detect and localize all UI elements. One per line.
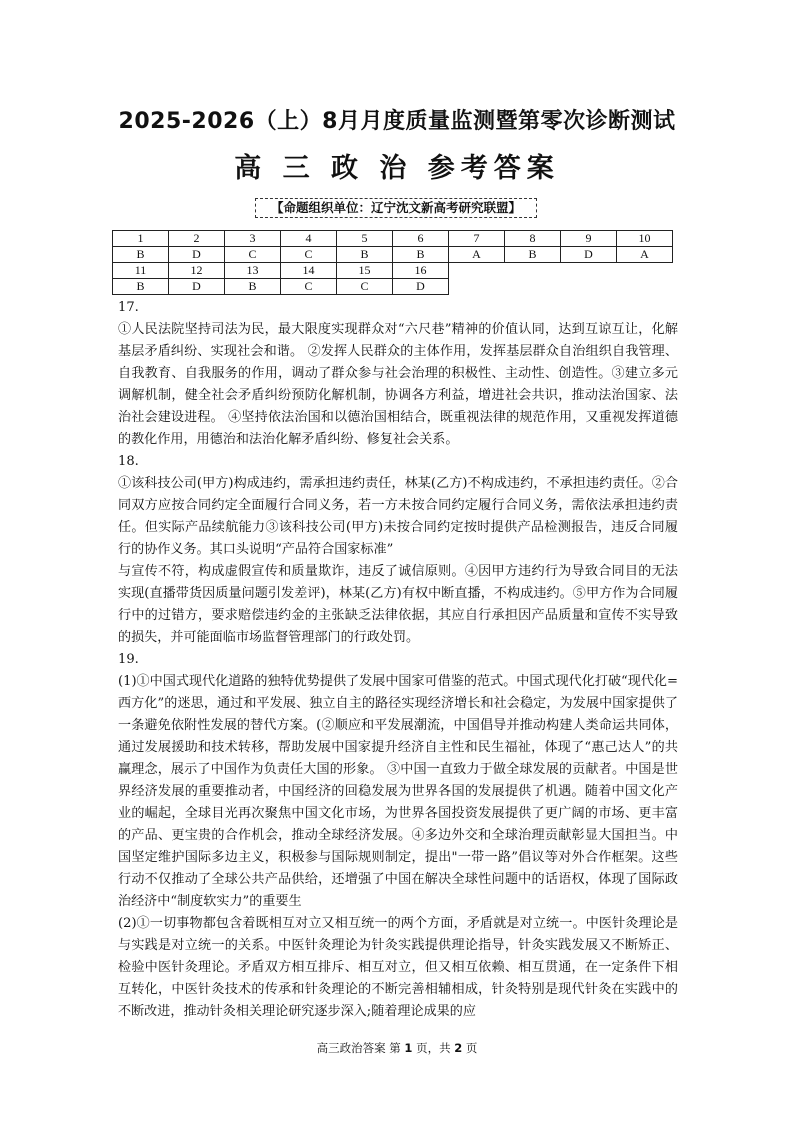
page-title: 高 三 政 治 参考答案 xyxy=(234,153,560,184)
answer-cell: B xyxy=(113,279,169,295)
answer-cell: A xyxy=(449,247,505,263)
answer-content xyxy=(118,297,678,1023)
question-number: 6 xyxy=(393,231,449,247)
footer-prefix: 高三政治答案 第 xyxy=(316,1041,405,1055)
answer-cell: B xyxy=(113,247,169,263)
table-row xyxy=(113,263,673,279)
question-number: 10 xyxy=(617,231,673,247)
answer-cell: B xyxy=(393,247,449,263)
empty-cell xyxy=(561,263,617,279)
exam-title: 2025-2026（上）8月月度质量监测暨第零次诊断测试 xyxy=(118,109,676,134)
answer-cell: C xyxy=(225,247,281,263)
question-number: 12 xyxy=(169,263,225,279)
q18-answer-part-b: 与宣传不符，构成虚假宣传和质量欺诈，违反了诚信原则。④因甲方违约行为导致合同目的无法实现(直播带货因质量问题引发差评)，林某(乙方)有权中断直播，不构成违约。⑤甲方作为合同履行中的过错方，要求赔偿违约金的主张缺乏法律依据，其应自行承担因产品质量和宣传不实导致的损失，并可能面临市场监督管理部门的行政处罚。 xyxy=(118,564,678,645)
empty-cell xyxy=(617,279,673,295)
question-number: 11 xyxy=(113,263,169,279)
q17-answer: ①人民法院坚持司法为民，最大限度实现群众对“六尺巷”精神的价值认同，达到互谅互让，化解基层矛盾纠纷、实现社会和谐。 ②发挥人民群众的主体作用，发挥基层群众自治组织自我管理、自我教育、自我服务的作用，调动了群众参与社会治理的积极性、主动性、创造性。③建立多元调解机制，健全社会矛盾纠纷预防化解机制，协调各方利益，增进社会共识，推动法治国家、法治社会建设进程。 ④坚持依法治国和以德治国相结合，既重视法律的规范作用，又重视发挥道德的教化作用，用德治和法治化解矛盾纠纷、修复社会关系。 xyxy=(118,322,678,447)
empty-cell xyxy=(561,279,617,295)
q18-number: 18. xyxy=(118,454,139,469)
question-number: 2 xyxy=(169,231,225,247)
empty-cell xyxy=(617,263,673,279)
empty-cell xyxy=(505,279,561,295)
question-number: 8 xyxy=(505,231,561,247)
answer-cell: B xyxy=(505,247,561,263)
question-number: 15 xyxy=(337,263,393,279)
answer-cell: C xyxy=(281,247,337,263)
answer-cell: D xyxy=(169,279,225,295)
page-footer xyxy=(0,1040,794,1056)
answer-cell: A xyxy=(617,247,673,263)
question-number: 3 xyxy=(225,231,281,247)
answer-cell: B xyxy=(225,279,281,295)
answer-table xyxy=(112,230,673,295)
footer-page-total: 2 xyxy=(454,1041,463,1055)
empty-cell xyxy=(449,263,505,279)
empty-cell xyxy=(449,279,505,295)
answer-cell: D xyxy=(169,247,225,263)
question-number: 4 xyxy=(281,231,337,247)
question-number: 14 xyxy=(281,263,337,279)
answer-cell: D xyxy=(561,247,617,263)
question-number: 1 xyxy=(113,231,169,247)
question-number: 7 xyxy=(449,231,505,247)
q17-number: 17. xyxy=(118,300,139,315)
answer-cell: B xyxy=(337,247,393,263)
q19-number: 19. xyxy=(118,652,139,667)
organizer-box: 【命题组织单位：辽宁沈文新高考研究联盟】 xyxy=(255,198,537,218)
question-number: 5 xyxy=(337,231,393,247)
question-number: 16 xyxy=(393,263,449,279)
footer-page-number: 1 xyxy=(404,1041,413,1055)
q19-answer-part-1: (1)①中国式现代化道路的独特优势提供了发展中国家可借鉴的范式。中国式现代化打破“现代化=西方化”的迷思，通过和平发展、独立自主的路径实现经济增长和社会稳定，为发展中国家提供了一条避免依附性发展的替代方案。(②顺应和平发展潮流，中国倡导并推动构建人类命运共同体，通过发展援助和技术转移，帮助发展中国家提升经济自主性和民生福祉，体现了“惠己达人”的共赢理念，展示了中国作为负责任大国的形象。 ③中国一直致力于做全球发展的贡献者。中国是世界经济发展的重要推动者，中国经济的回稳发展为世界各国的发展提供了机遇。随着中国文化产业的崛起，全球目光再次聚焦中国文化市场，为世界各国投资发展提供了更广阔的市场、更丰富的产品、更宝贵的合作机会，推动全球经济发展。④多边外交和全球治理贡献彰显大国担当。中国坚定维护国际多边主义，积极参与国际规则制定，提出"一带一路”倡议等对外合作框架。这些行动不仅推动了全球公共产品供给，还增强了中国在解决全球性问题中的话语权，体现了国际政治经济中“制度软实力”的重要生 xyxy=(118,674,678,909)
answer-cell: C xyxy=(337,279,393,295)
table-row xyxy=(113,279,673,295)
q19-answer-part-2: (2)①一切事物都包含着既相互对立又相互统一的两个方面，矛盾就是对立统一。中医针灸理论是与实践是对立统一的关系。中医针灸理论为针灸实践提供理论指导，针灸实践发展又不断矫正、检验中医针灸理论。矛盾双方相互排斥、相互对立，但又相互依赖、相互贯通，在一定条件下相互转化，中医针灸技术的传承和针灸理论的不断完善相辅相成，针灸特别是现代针灸在实践中的不断改进，推动针灸相关理论研究逐步深入;随着理论成果的应 xyxy=(118,916,678,1019)
answer-cell: D xyxy=(393,279,449,295)
footer-middle: 页，共 xyxy=(412,1041,455,1055)
question-number: 13 xyxy=(225,263,281,279)
q18-answer-part-a: ①该科技公司(甲方)构成违约，需承担违约责任，林某(乙方)不构成违约，不承担违约责任。②合同双方应按合同约定全面履行合同义务，若一方未按合同约定履行合同义务，需依法承担违约责任。但实际产品续航能力③该科技公司(甲方)未按合同约定按时提供产品检测报告，违反合同履行的协作义务。其口头说明“产品符合国家标准” xyxy=(118,476,678,557)
table-row xyxy=(113,247,673,263)
empty-cell xyxy=(505,263,561,279)
answer-cell: C xyxy=(281,279,337,295)
question-number: 9 xyxy=(561,231,617,247)
footer-suffix: 页 xyxy=(462,1041,478,1055)
table-row xyxy=(113,231,673,247)
